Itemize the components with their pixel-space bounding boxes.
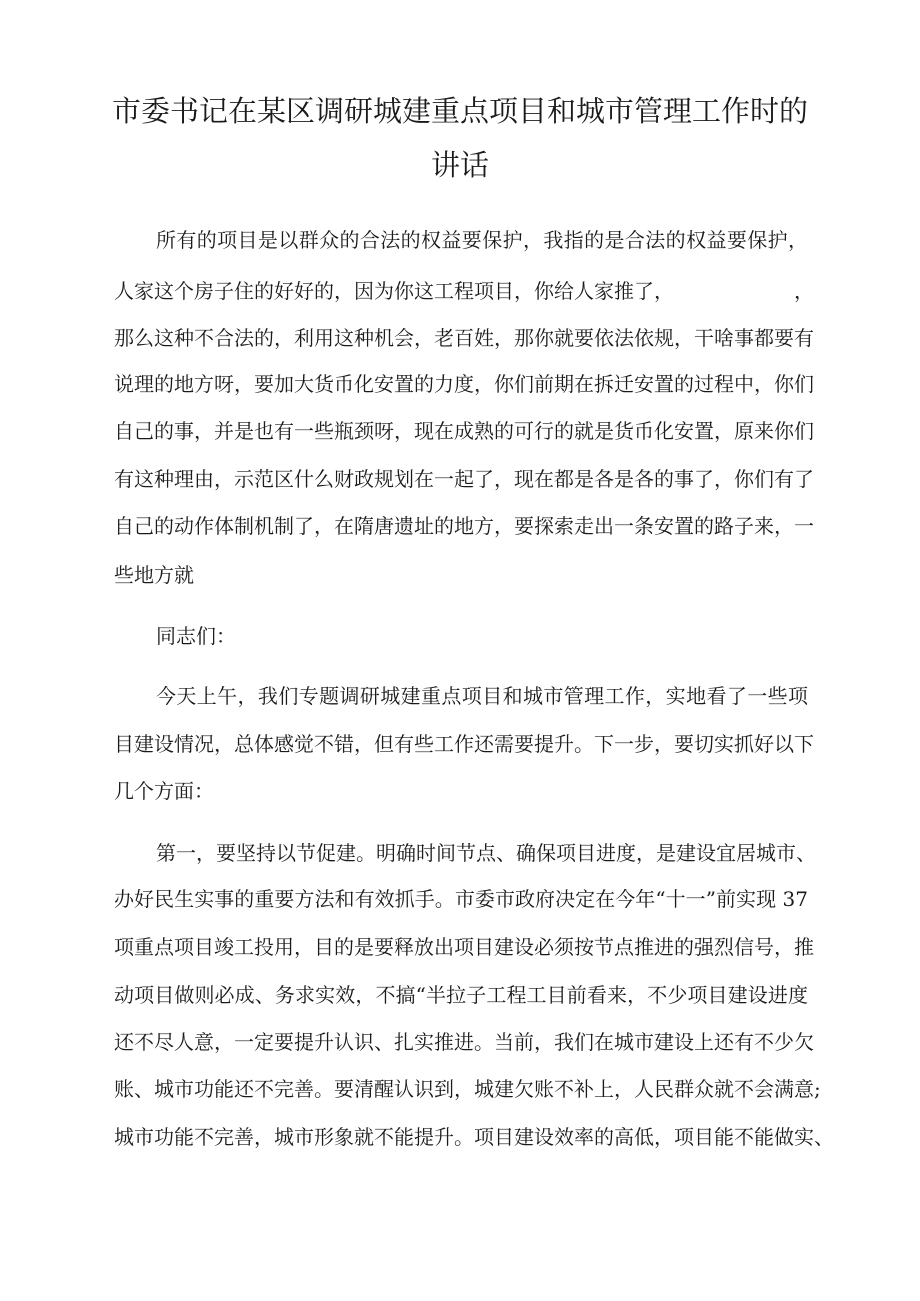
p1-line-6: 有这种理由，示范区什么财政规划在一起了，现在都是各是各的事了，你们有了 <box>114 467 814 491</box>
p3-line-3: 几个方面： <box>114 779 214 803</box>
p2-line-1: 同志们： <box>156 624 236 648</box>
p4-line-7: 城市功能不完善，城市形象就不能提升。项目建设效率的高低，项目能不能做实、 <box>114 1125 834 1149</box>
p1-line-4: 说理的地方呀，要加大货币化安置的力度，你们前期在拆迁安置的过程中，你们 <box>114 372 814 396</box>
p4-line-6: 账、城市功能还不完善。要清醒认识到，城建欠账不补上，人民群众就不会满意; <box>114 1077 821 1101</box>
p1-line-5: 自己的事，并是也有一些瓶颈呀，现在成熟的可行的就是货币化安置，原来你们 <box>114 419 814 443</box>
p3-line-1: 今天上午，我们专题调研城建重点项目和城市管理工作，实地看了一些项 <box>156 684 808 708</box>
p4-line-1: 第一，要坚持以节促建。明确时间节点、确保项目进度，是建设宜居城市、 <box>156 841 816 865</box>
p4-line-2: 办好民生实事的重要方法和有效抓手。市委市政府决定在今年“十一”前实现 37 <box>114 887 808 911</box>
p1-line-2 <box>114 276 814 306</box>
p1-line-2-text: 人家这个房子住的好好的，因为你这工程项目，你给人家推了， <box>114 279 674 303</box>
p1-line-8: 些地方就 <box>114 563 194 587</box>
document-title <box>110 84 810 192</box>
p4-line-3: 项重点项目竣工投用，目的是要释放出项目建设必须按节点推进的强烈信号，推 <box>114 935 814 959</box>
p1-line-2-comma: ， <box>794 279 814 303</box>
title-line-2: 讲话 <box>430 148 489 182</box>
p1-line-7: 自己的动作体制机制了，在隋唐遗址的地方，要探索走出一条安置的路子来，一 <box>114 514 814 538</box>
p3-line-2: 目建设情况，总体感觉不错，但有些工作还需要提升。下一步，要切实抓好以下 <box>114 732 814 756</box>
p4-line-4: 动项目做则必成、务求实效，不搞“半拉子工程工目前看来，不少项目建设进度 <box>114 983 808 1007</box>
p4-line-5: 还不尽人意，一定要提升认识、扎实推进。当前，我们在城市建设上还有不少欠 <box>114 1030 814 1054</box>
p1-line-3: 那么这种不合法的，利用这种机会，老百姓，那你就要依法依规，干啥事都要有 <box>114 326 814 350</box>
p1-line-1: 所有的项目是以群众的合法的权益要保护，我指的是合法的权益要保护， <box>156 228 808 252</box>
title-line-1: 市委书记在某区调研城建重点项目和城市管理工作时的 <box>111 94 808 128</box>
